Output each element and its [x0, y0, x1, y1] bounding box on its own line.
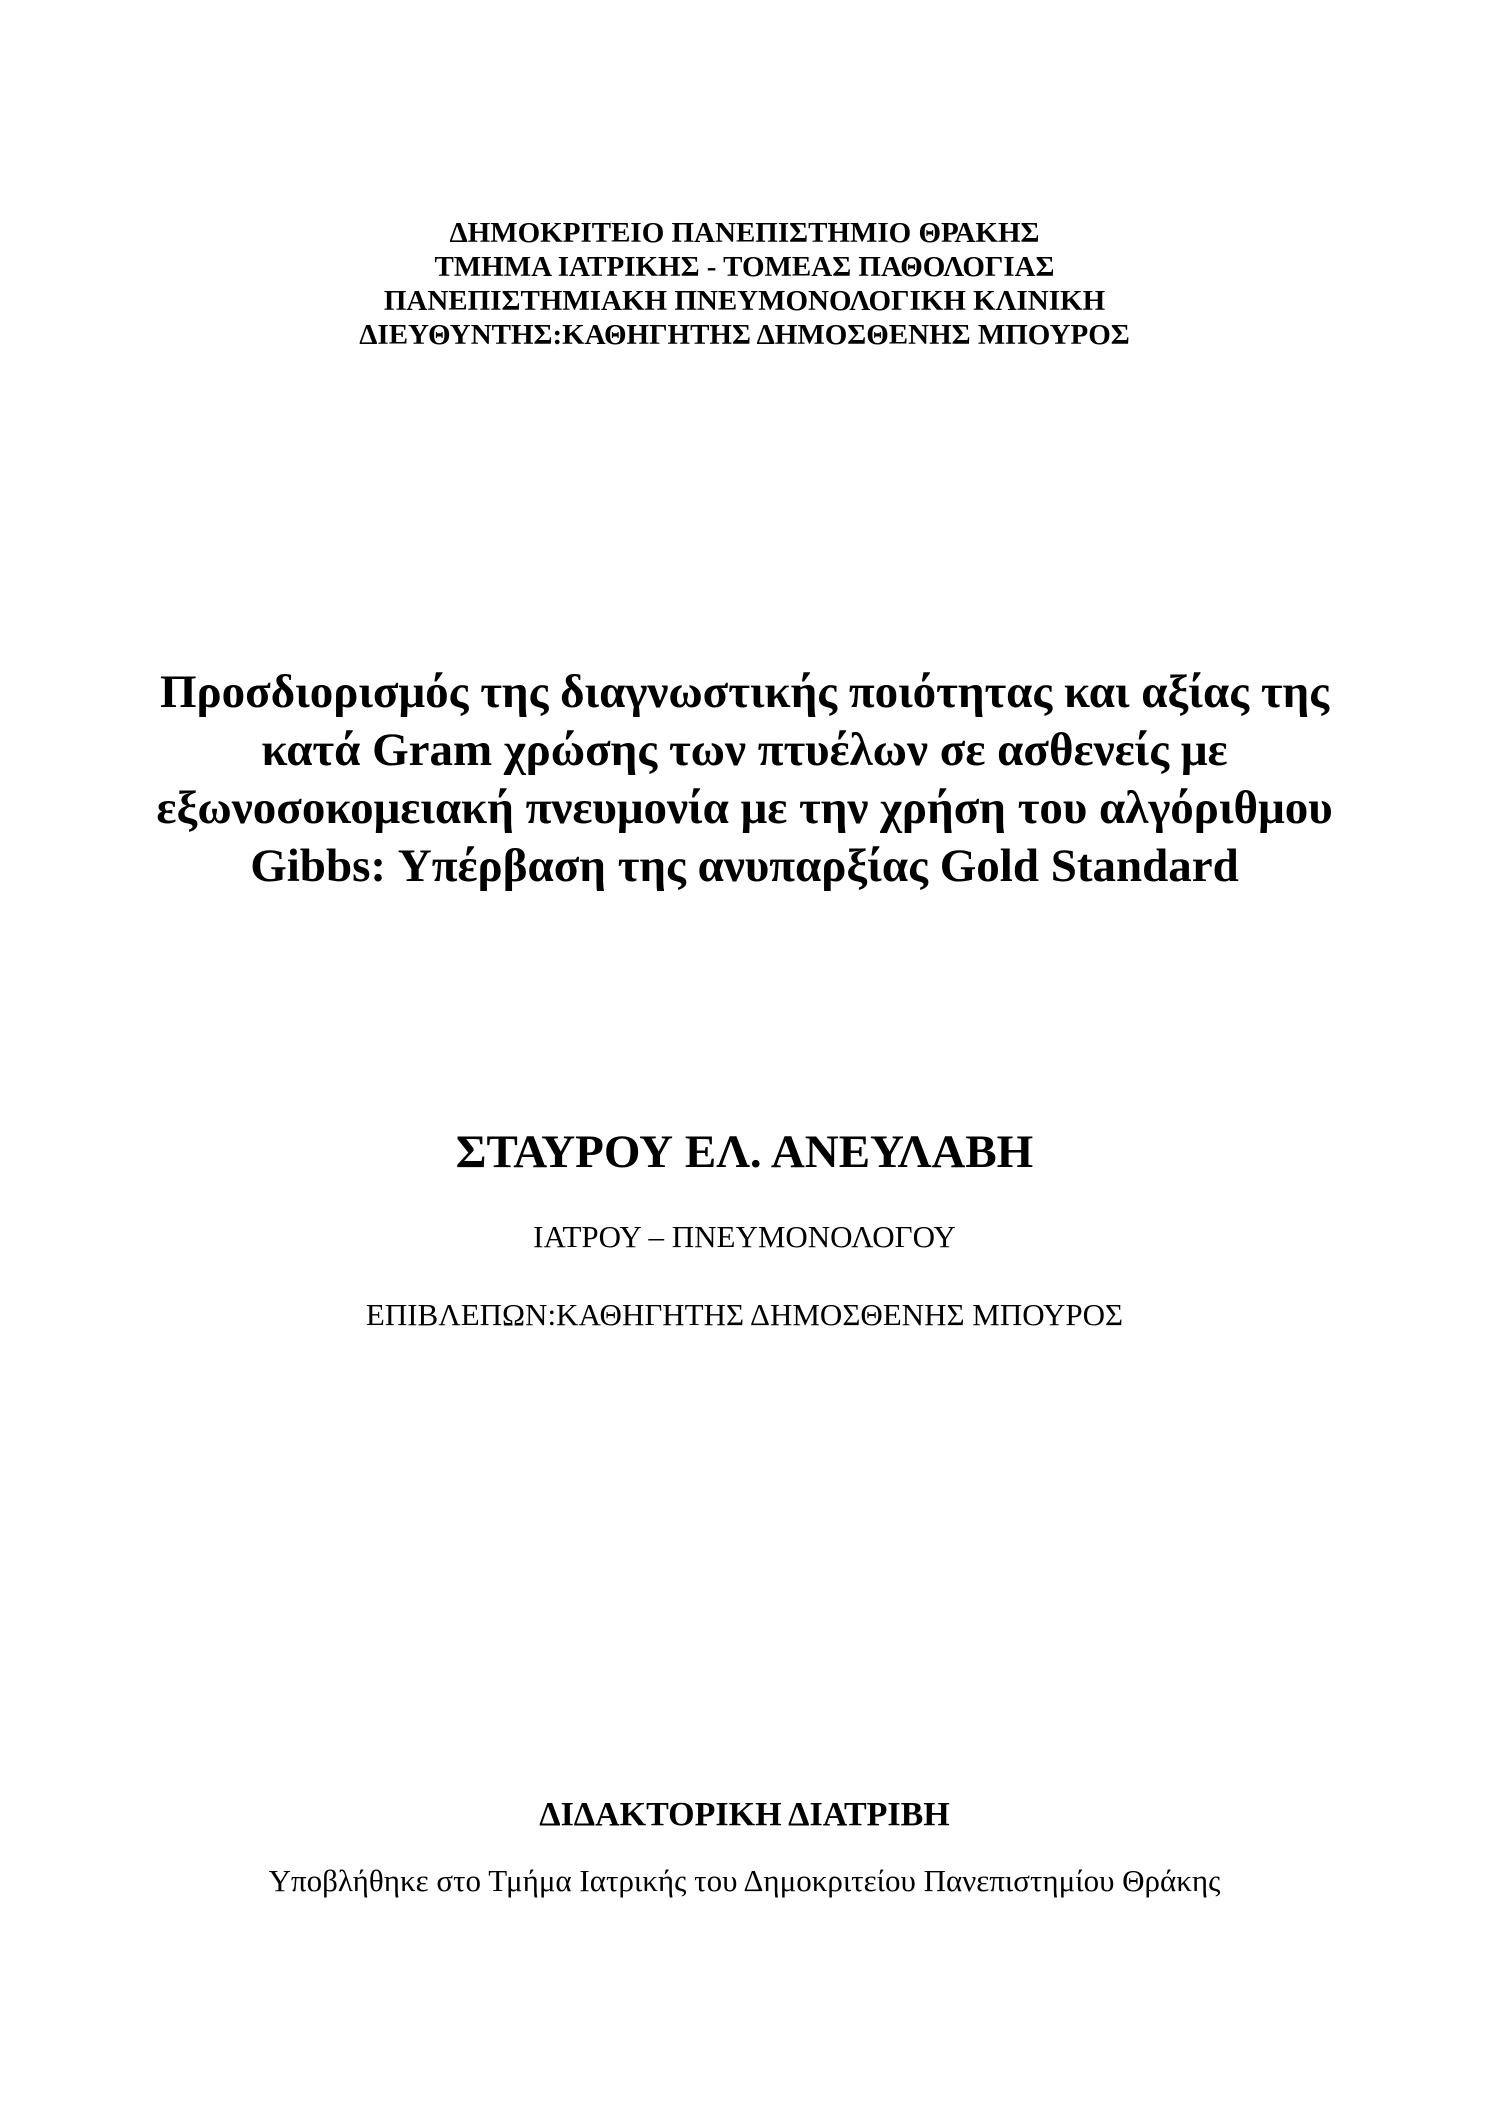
submission-note: Υποβλήθηκε στο Τμήμα Ιατρικής του Δημοκριτείου Πανεπιστημίου Θράκης [268, 1863, 1221, 1898]
supervisor: ΕΠΙΒΛΕΠΩΝ:ΚΑΘΗΓΗΤΗΣ ΔΗΜΟΣΘΕΝΗΣ ΜΠΟΥΡΟΣ [365, 1297, 1124, 1332]
header-line-clinic: ΠΑΝΕΠΙΣΤΗΜΙΑΚΗ ΠΝΕΥΜΟΝΟΛΟΓΙΚΗ ΚΛΙΝΙΚΗ [383, 285, 1106, 317]
header-line-department: ΤΜΗΜΑ ΙΑΤΡΙΚΗΣ - ΤΟΜΕΑΣ ΠΑΘΟΛΟΓΙΑΣ [434, 251, 1055, 283]
title-line-4: Gibbs: Υπέρβαση της ανυπαρξίας Gold Standard [250, 840, 1239, 892]
author-profession: ΙΑΤΡΟΥ – ΠΝΕΥΜΟΝΟΛΟΓΟΥ [533, 1219, 956, 1254]
supervisor-block [0, 1296, 1489, 1334]
institution-header [0, 216, 1489, 352]
thesis-label: ΔΙΔΑΚΤΟΡΙΚΗ ΔΙΑΤΡΙΒΗ [539, 1796, 950, 1833]
thesis-label-block [0, 1794, 1489, 1836]
author-name: ΣΤΑΥΡΟΥ ΕΛ. ΑΝΕΥΛΑΒΗ [455, 1126, 1034, 1178]
thesis-title [0, 663, 1489, 895]
author-block [0, 1124, 1489, 1180]
header-line-director: ΔΙΕΥΘΥΝΤΗΣ:ΚΑΘΗΓΗΤΗΣ ΔΗΜΟΣΘΕΝΗΣ ΜΠΟΥΡΟΣ [359, 319, 1130, 351]
title-line-2: κατά Gram χρώσης των πτυέλων σε ασθενείς με [261, 724, 1228, 776]
title-line-3: εξωνοσοκομειακή πνευμονία με την χρήση του αλγόριθμου [156, 782, 1333, 834]
submission-block [0, 1862, 1489, 1900]
header-line-university: ΔΗΜΟΚΡΙΤΕΙΟ ΠΑΝΕΠΙΣΤΗΜΙΟ ΘΡΑΚΗΣ [449, 217, 1040, 249]
author-profession-block [0, 1218, 1489, 1256]
title-line-1: Προσδιορισμός της διαγνωστικής ποιότητας και αξίας της [159, 666, 1330, 718]
